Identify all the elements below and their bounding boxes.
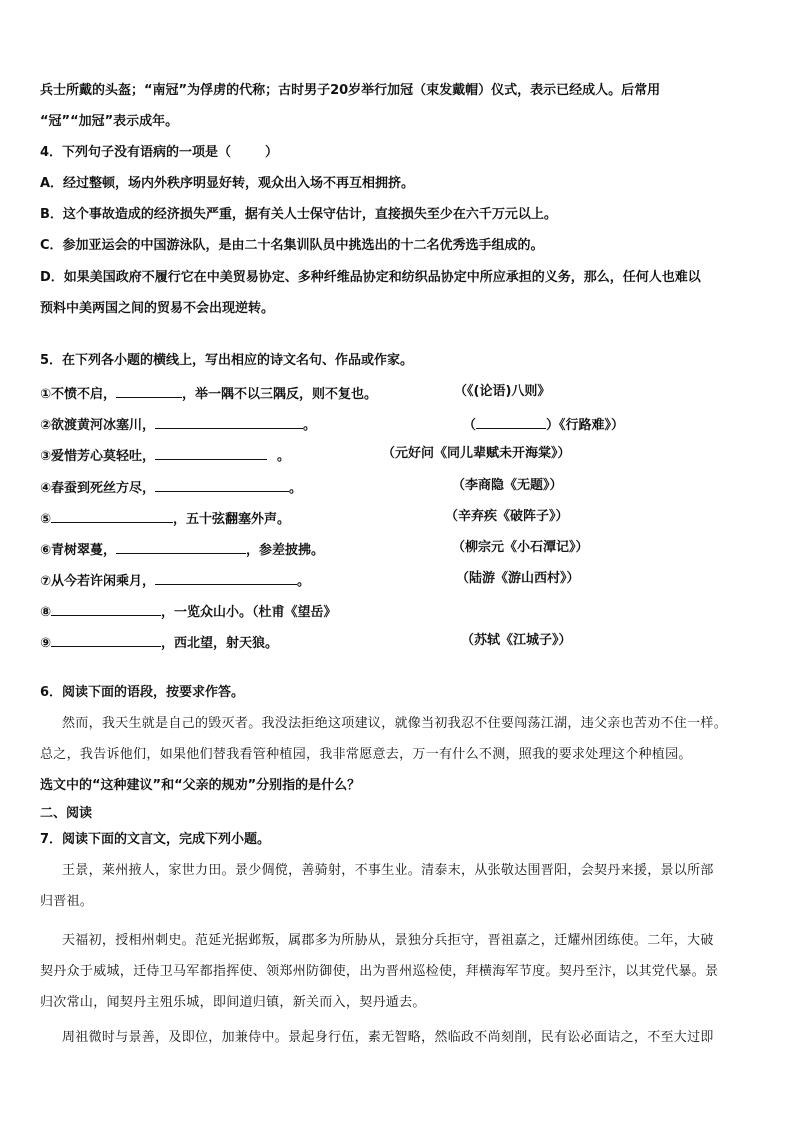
fill-item-text: ，参差披拂。	[246, 543, 325, 558]
source-citation: （《(论语)八则》	[454, 384, 551, 399]
question-4-stem	[40, 144, 278, 162]
fill-blank[interactable]	[476, 414, 546, 429]
fill-item-text: ⑤	[40, 512, 52, 527]
fill-item-text: ②欲渡黄河冰塞川，	[40, 418, 156, 433]
classical-text-line: 王景，莱州掖人，家世力田。景少倜傥，善骑射，不事生业。清泰末，从张敬达围晋阳，会契丹来援，景以所部	[62, 863, 714, 878]
fill-item-3	[40, 445, 290, 466]
classical-text-line: 周祖微时与景善，及即位，加兼侍中。景起身行伍，素无智略，然临政不尚刻削，民有讼必面诘之，不至大过即	[62, 1030, 714, 1045]
fill-blank[interactable]	[51, 632, 161, 647]
fill-item-text: ⑨	[40, 636, 52, 651]
option-a: A．经过整顿，场内外秩序明显好转，观众出入场不再互相拥挤。	[40, 176, 415, 191]
option-b: B．这个事故造成的经济损失严重，据有关人士保守估计，直接损失至少在六千万元以上。	[40, 207, 557, 222]
fill-blank[interactable]	[51, 508, 173, 523]
source-citation: （元好问《同儿辈赋未开海棠》）	[382, 446, 571, 461]
fill-item-text: ③爱惜芳心莫轻吐，	[40, 449, 156, 464]
fill-item-text: 。	[303, 418, 317, 433]
fill-item-text: ，一览众山小。（杜甫《望岳》	[161, 605, 337, 620]
excerpt-line: 总之，我告诉他们，如果他们替我看管种植园，我非常愿意去，万一有什么不测，照我的要求处理这个种植园。	[40, 747, 692, 762]
source-citation-text: ）《行路难》）	[546, 418, 625, 433]
fill-blank[interactable]	[51, 601, 161, 616]
classical-text-line: 天福初，授相州刺史。范延光据邺叛，属郡多为所胁从，景独分兵拒守，晋祖嘉之，迁耀州团练使。二年，大破	[62, 933, 714, 948]
fill-item-text: ⑦从今若许闲乘月，	[40, 574, 156, 589]
fill-item-6	[40, 539, 324, 560]
fill-blank[interactable]	[155, 445, 267, 460]
fill-item-text: 。	[297, 574, 311, 589]
fill-item-text: ，五十弦翻塞外声。	[173, 512, 291, 527]
question-6-stem: 6．阅读下面的语段，按要求作答。	[40, 685, 245, 700]
source-citation: （李商隐《无题》）	[452, 478, 563, 493]
fill-item-text: ，西北望，射天狼。	[161, 636, 279, 651]
fill-item-4	[40, 477, 302, 498]
fill-item-text: ，举一隅不以三隅反，则不复也。	[182, 387, 378, 402]
excerpt-line: 然而，我天生就是自己的毁灭者。我没法拒绝这项建议，就像当初我忍不住要闯荡江湖，违父亲也苦劝不住一样。	[62, 716, 728, 731]
option-d: D．如果美国政府不履行它在中美贸易协定、多种纤维品协定和纺织品协定中所应承担的义务，那么，任何人也难以	[40, 270, 701, 285]
source-citation: （苏轼《江城子》）	[461, 633, 572, 648]
option-d-continued: 预料中美两国之间的贸易不会出现逆转。	[40, 301, 275, 316]
source-citation: （柳宗元《小石潭记》）	[452, 540, 589, 555]
fill-item-text: ⑥青树翠蔓，	[40, 543, 117, 558]
fill-blank[interactable]	[155, 414, 303, 429]
question-4-stem-end: ）	[265, 145, 279, 160]
fill-blank[interactable]	[116, 383, 182, 398]
fill-item-text: 。	[277, 449, 291, 464]
fill-item-text: 。	[289, 481, 303, 496]
fill-item-8	[40, 601, 337, 622]
paragraph-line: “冠”“加冠”表示成年。	[40, 114, 179, 129]
option-c: C．参加亚运会的中国游泳队，是由二十名集训队员中挑选出的十二名优秀选手组成的。	[40, 238, 544, 253]
fill-item-5	[40, 508, 290, 529]
classical-text-line: 归次常山，闻契丹主殂乐城，即间道归镇，新关而入，契丹遁去。	[40, 995, 426, 1010]
fill-item-text: ①不愤不启，	[40, 387, 117, 402]
paragraph-line: 兵士所戴的头盔；“南冠”为俘虏的代称；古时男子20岁举行加冠（束发戴帽）仪式，表示已经成人。后常用	[40, 83, 661, 98]
fill-blank[interactable]	[116, 539, 246, 554]
source-citation: （ ）《行路难》）	[463, 414, 624, 435]
classical-text-line: 归晋祖。	[40, 894, 94, 909]
classical-text-line: 契丹众于威城，迁侍卫马军都指挥使、领郑州防御使，出为晋州巡检使，拜横海军节度。契丹至汴，以其党代暴。景	[40, 964, 719, 979]
fill-item-text: ⑧	[40, 605, 52, 620]
fill-item-2	[40, 414, 316, 435]
section-title: 二、阅读	[40, 806, 93, 821]
question-5-stem: 5．在下列各小题的横线上，写出相应的诗文名句、作品或作家。	[40, 353, 414, 368]
fill-item-9	[40, 632, 278, 653]
fill-item-1	[40, 383, 377, 404]
source-citation: （辛弃疾《破阵子》）	[445, 509, 569, 524]
question-6-prompt: 选文中的“这种建议”和“父亲的规劝”分别指的是什么？	[40, 778, 361, 793]
fill-item-text: ④春蚕到死丝方尽，	[40, 481, 156, 496]
fill-item-7	[40, 570, 310, 591]
fill-blank[interactable]	[155, 477, 289, 492]
question-4-stem-text: 4．下列句子没有语病的一项是（	[40, 145, 232, 160]
fill-blank[interactable]	[155, 570, 297, 585]
question-7-stem: 7．阅读下面的文言文，完成下列小题。	[40, 832, 271, 847]
source-citation: （陆游《游山西村》）	[456, 571, 580, 586]
